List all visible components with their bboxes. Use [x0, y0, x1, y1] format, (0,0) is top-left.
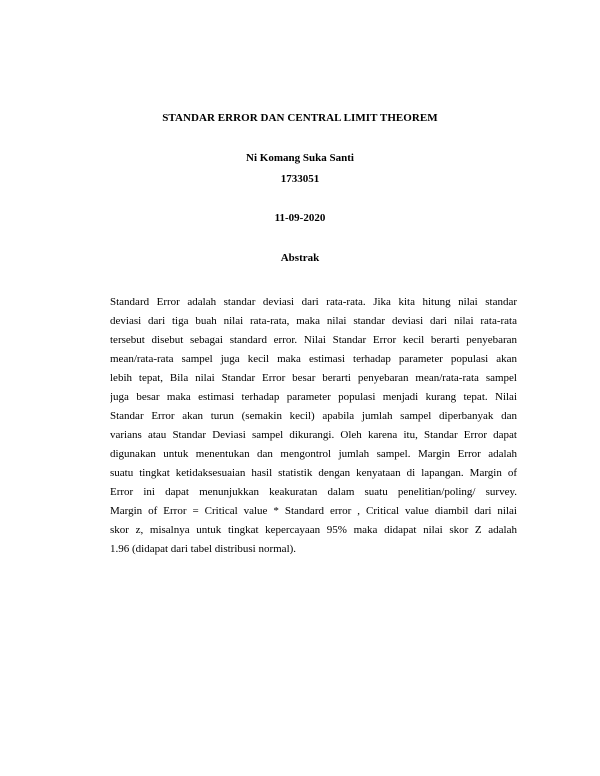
abstract-line: suatu tingkat ketidaksesuaian hasil statistik dengan kenyataan di lapangan. Margin of — [110, 467, 517, 479]
abstract-heading: Abstrak — [280, 252, 320, 264]
abstract-line: digunakan untuk menentukan dan mengontrol jumlah sampel. Margin Error adalah — [110, 448, 517, 460]
abstract-line: deviasi dari tiga buah nilai rata-rata, maka nilai standar deviasi dari nilai rata-rata — [110, 315, 517, 327]
abstract-line: Standard Error adalah standar deviasi dari rata-rata. Jika kita hitung nilai standar — [110, 296, 517, 308]
document-date: 11-09-2020 — [274, 212, 326, 224]
abstract-line: Error ini dapat menunjukkan keakuratan dalam suatu penelitian/poling/ survey. — [110, 486, 517, 498]
abstract-line: 1.96 (didapat dari tabel distribusi normal). — [110, 543, 297, 555]
abstract-line: varians atau Standar Deviasi sampel dikurangi. Oleh karena itu, Standar Error dapat — [110, 429, 517, 441]
student-id: 1733051 — [280, 173, 320, 185]
abstract-line: mean/rata-rata sampel juga kecil maka estimasi terhadap parameter populasi akan — [110, 353, 517, 365]
abstract-line: skor z, misalnya untuk tingkat kepercayaan 95% maka didapat nilai skor Z adalah — [110, 524, 517, 536]
abstract-line: Standar Error akan turun (semakin kecil) apabila jumlah sampel diperbanyak dan — [110, 410, 517, 422]
abstract-line: Margin of Error = Critical value * Standard error , Critical value diambil dari nilai — [110, 505, 517, 517]
abstract-line: lebih tepat, Bila nilai Standar Error besar berarti penyebaran mean/rata-rata sampel — [110, 372, 517, 384]
abstract-paragraph — [110, 293, 517, 559]
document-title: STANDAR ERROR DAN CENTRAL LIMIT THEOREM — [162, 112, 438, 124]
abstract-line: tersebut disebut sebagai standard error. Nilai Standar Error kecil berarti penyebaran — [110, 334, 517, 346]
author-name: Ni Komang Suka Santi — [246, 152, 354, 164]
abstract-line: juga besar maka estimasi terhadap parameter populasi menjadi kurang tepat. Nilai — [110, 391, 517, 403]
